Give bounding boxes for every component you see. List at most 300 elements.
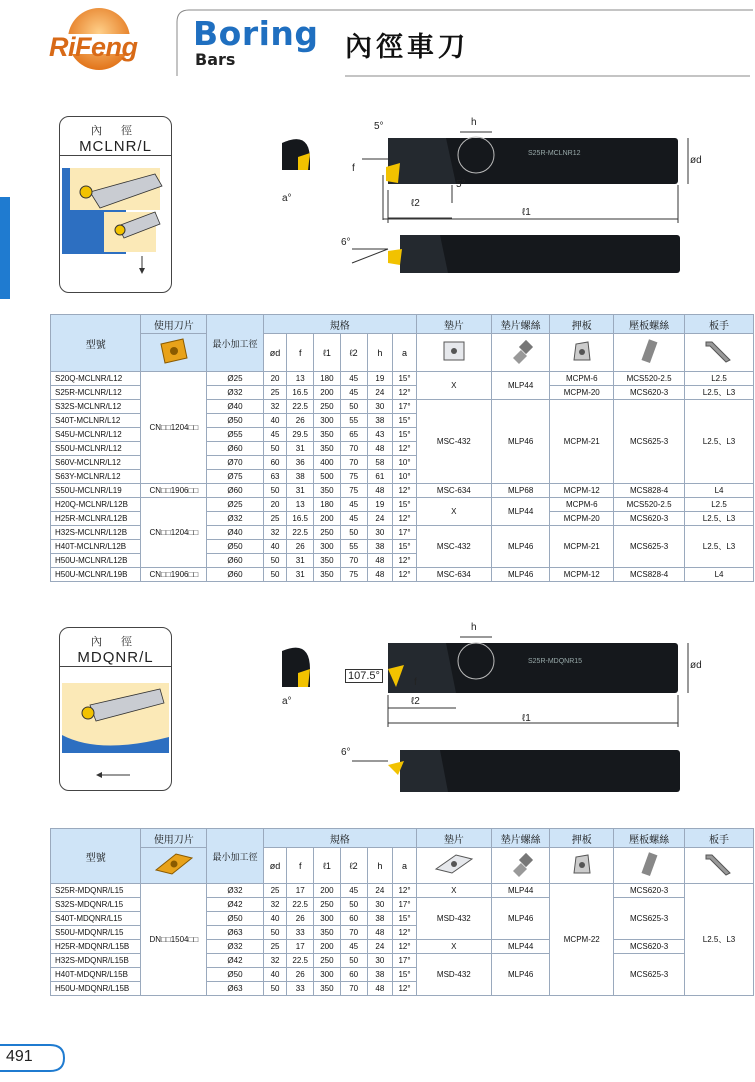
min-bore-cell: Ø42 <box>207 954 264 968</box>
col-min-bore: 最小加工徑 <box>207 315 264 372</box>
model-cell: H25R-MDQNR/L15B <box>51 940 141 954</box>
page-number: 491 <box>6 1048 33 1065</box>
shim-screw-cell: MLP46 <box>491 898 550 940</box>
col-shim-screw: 墊片螺絲 <box>491 829 550 848</box>
spec-cell: 17° <box>393 400 417 414</box>
spec-cell: 19 <box>367 498 393 512</box>
wrench-cell: L2.5、L3 <box>685 386 754 400</box>
clamp-screw-cell: MCS620-3 <box>614 940 685 954</box>
model-cell: S45U-MCLNR/L12 <box>51 428 141 442</box>
clamp-cell: MCPM-20 <box>550 386 614 400</box>
spec-cell: 48 <box>367 982 393 996</box>
spec-cell: 40 <box>263 968 287 982</box>
spec-cell: 180 <box>314 372 341 386</box>
spec-cell: 15° <box>393 540 417 554</box>
min-bore-cell: Ø63 <box>207 926 264 940</box>
spec-cell: 12° <box>393 884 417 898</box>
spec-cell: 45 <box>263 428 287 442</box>
spec-cell: 180 <box>314 498 341 512</box>
spec-cell: 24 <box>367 386 393 400</box>
page-title: Boring <box>193 14 319 53</box>
boring-operation-diagram <box>60 164 171 292</box>
dim-h: h <box>471 622 477 633</box>
spec-cell: 350 <box>314 568 341 582</box>
insert-cell: CN□□1906□□ <box>141 484 207 498</box>
spec-cell: 50 <box>263 554 287 568</box>
clamp-icon <box>568 338 596 364</box>
spec-cell: 38 <box>367 414 393 428</box>
spec-cell: 350 <box>314 926 341 940</box>
spec-cell: 32 <box>263 954 287 968</box>
table-row <box>51 884 754 898</box>
spec-cell: 50 <box>340 954 367 968</box>
model-cell: H40T-MDQNR/L15B <box>51 968 141 982</box>
clamp-cell: MCPM-6 <box>550 498 614 512</box>
spec-cell: 31 <box>287 442 314 456</box>
spec-cell: 38 <box>367 912 393 926</box>
clamp-cell: MCPM-6 <box>550 372 614 386</box>
spec-cell: 350 <box>314 554 341 568</box>
min-bore-cell: Ø60 <box>207 484 264 498</box>
spec-cell: 25 <box>263 884 287 898</box>
spec-cell: 29.5 <box>287 428 314 442</box>
spec-cell: 200 <box>314 512 341 526</box>
clamp-image <box>550 848 614 884</box>
clamp-screw-cell: MCS625-3 <box>614 400 685 484</box>
clamp-cell: MCPM-22 <box>550 884 614 996</box>
insert-image <box>141 334 207 372</box>
min-bore-cell: Ø25 <box>207 498 264 512</box>
spec-cell: 26 <box>287 414 314 428</box>
spec-cell: 25 <box>263 940 287 954</box>
boring-operation-diagram <box>60 675 171 791</box>
spec-cell: 60 <box>340 912 367 926</box>
col-shim: 墊片 <box>416 315 491 334</box>
col-h: h <box>367 848 393 884</box>
type-label-box-mclnr <box>59 116 172 293</box>
spec-cell: 75 <box>340 568 367 582</box>
dim-a: a° <box>282 193 292 204</box>
spec-cell: 45 <box>340 884 367 898</box>
model-cell: H50U-MCLNR/L19B <box>51 568 141 582</box>
shim-cell: MSC-432 <box>416 400 491 484</box>
shim-image <box>416 334 491 372</box>
spec-cell: 55 <box>340 540 367 554</box>
spec-cell: 12° <box>393 442 417 456</box>
model-cell: S32S-MDQNR/L15 <box>51 898 141 912</box>
dim-od: ød <box>690 660 702 671</box>
spec-cell: 50 <box>340 400 367 414</box>
spec-cell: 17 <box>287 884 314 898</box>
spec-cell: 32 <box>263 898 287 912</box>
mclnr-tool-drawing <box>270 115 710 285</box>
shim-image <box>416 848 491 884</box>
spec-cell: 31 <box>287 568 314 582</box>
clamp-screw-image <box>614 334 685 372</box>
table-row <box>51 498 754 512</box>
model-cell: S32S-MCLNR/L12 <box>51 400 141 414</box>
shim-screw-image <box>491 334 550 372</box>
spec-cell: 500 <box>314 470 341 484</box>
model-cell: S25R-MCLNR/L12 <box>51 386 141 400</box>
spec-cell: 40 <box>263 414 287 428</box>
shim-screw-cell: MLP46 <box>491 568 550 582</box>
col-l2: ℓ2 <box>340 848 367 884</box>
page-subtitle: Bars <box>195 50 236 69</box>
spec-cell: 200 <box>314 884 341 898</box>
spec-cell: 22.5 <box>287 898 314 912</box>
shim-cell: MSD-432 <box>416 954 491 996</box>
spec-cell: 250 <box>314 954 341 968</box>
clamp-screw-cell: MCS520-2.5 <box>614 498 685 512</box>
spec-cell: 200 <box>314 386 341 400</box>
col-a: a <box>393 334 417 372</box>
clamp-screw-image <box>614 848 685 884</box>
spec-cell: 26 <box>287 540 314 554</box>
clamp-screw-cell: MCS828-4 <box>614 568 685 582</box>
hex-key-icon <box>702 851 736 877</box>
col-insert: 使用刀片 <box>141 315 207 334</box>
col-h: h <box>367 334 393 372</box>
spec-cell: 17° <box>393 898 417 912</box>
screw-icon <box>507 851 535 877</box>
col-shim-screw: 墊片螺絲 <box>491 315 550 334</box>
spec-cell: 15° <box>393 372 417 386</box>
min-bore-cell: Ø63 <box>207 982 264 996</box>
spec-cell: 12° <box>393 940 417 954</box>
insert-image <box>141 848 207 884</box>
spec-cell: 50 <box>263 568 287 582</box>
dim-l2: ℓ2 <box>411 696 420 707</box>
col-a: a <box>393 848 417 884</box>
spec-cell: 38 <box>367 540 393 554</box>
brand-logo <box>47 6 157 72</box>
dim-a: a° <box>282 696 292 707</box>
hex-key-icon <box>702 338 736 364</box>
spec-cell: 20 <box>263 372 287 386</box>
spec-cell: 12° <box>393 926 417 940</box>
spec-cell: 30 <box>367 898 393 912</box>
spec-cell: 33 <box>287 926 314 940</box>
clamp-screw-cell: MCS828-4 <box>614 484 685 498</box>
spec-cell: 48 <box>367 484 393 498</box>
spec-cell: 10° <box>393 470 417 484</box>
dim-l1: ℓ1 <box>522 207 531 218</box>
min-bore-cell: Ø40 <box>207 400 264 414</box>
bar-marking: S25R-MCLNR12 <box>528 150 581 157</box>
spec-cell: 48 <box>367 442 393 456</box>
dim-f: f <box>414 677 417 688</box>
spec-cell: 60 <box>263 456 287 470</box>
mdqnr-spec-table <box>50 828 754 996</box>
mdqnr-table-body <box>51 884 754 996</box>
spec-cell: 15° <box>393 912 417 926</box>
min-bore-cell: Ø60 <box>207 442 264 456</box>
col-l1: ℓ1 <box>314 334 341 372</box>
spec-cell: 31 <box>287 484 314 498</box>
logo-text: RiFeng <box>49 32 138 62</box>
col-od: ød <box>263 848 287 884</box>
spec-cell: 13 <box>287 498 314 512</box>
spec-cell: 19 <box>367 372 393 386</box>
spec-cell: 13 <box>287 372 314 386</box>
shim-screw-cell: MLP44 <box>491 884 550 898</box>
spec-cell: 300 <box>314 968 341 982</box>
wrench-cell: L2.5、L3 <box>685 884 754 996</box>
shim-cell: X <box>416 940 491 954</box>
min-bore-cell: Ø55 <box>207 428 264 442</box>
shim-cell: MSD-432 <box>416 898 491 940</box>
min-bore-cell: Ø32 <box>207 884 264 898</box>
spec-cell: 12° <box>393 982 417 996</box>
spec-cell: 12° <box>393 386 417 400</box>
spec-cell: 50 <box>340 526 367 540</box>
spec-cell: 70 <box>340 554 367 568</box>
shim-screw-cell: MLP44 <box>491 940 550 954</box>
insert-cell: CN□□1204□□ <box>141 372 207 484</box>
spec-cell: 32 <box>263 400 287 414</box>
screw-icon <box>635 851 663 877</box>
spec-cell: 25 <box>263 512 287 526</box>
clamp-screw-cell: MCS520-2.5 <box>614 372 685 386</box>
label-top-text: 內 徑 <box>90 125 141 137</box>
model-cell: S63Y-MCLNR/L12 <box>51 470 141 484</box>
model-cell: S50U-MCLNR/L19 <box>51 484 141 498</box>
spec-cell: 45 <box>340 498 367 512</box>
shim-screw-cell: MLP46 <box>491 400 550 484</box>
spec-cell: 17 <box>287 940 314 954</box>
model-cell: H32S-MDQNR/L15B <box>51 954 141 968</box>
clamp-image <box>550 334 614 372</box>
col-wrench: 板手 <box>685 315 754 334</box>
spec-cell: 45 <box>340 372 367 386</box>
shim-screw-image <box>491 848 550 884</box>
spec-cell: 50 <box>263 982 287 996</box>
col-spec: 規格 <box>263 315 416 334</box>
side-tab <box>0 197 10 299</box>
model-cell: H50U-MCLNR/L12B <box>51 554 141 568</box>
clamp-screw-cell: MCS620-3 <box>614 386 685 400</box>
spec-cell: 65 <box>340 428 367 442</box>
dim-angle-top: 5° <box>374 121 384 132</box>
col-l2: ℓ2 <box>340 334 367 372</box>
spec-cell: 350 <box>314 428 341 442</box>
insert-cell: CN□□1906□□ <box>141 568 207 582</box>
shim-screw-cell: MLP68 <box>491 484 550 498</box>
min-bore-cell: Ø32 <box>207 512 264 526</box>
label-top-text: 內 徑 <box>90 636 141 648</box>
clamp-icon <box>568 851 596 877</box>
spec-cell: 300 <box>314 912 341 926</box>
insert-cell: CN□□1204□□ <box>141 498 207 568</box>
min-bore-cell: Ø50 <box>207 912 264 926</box>
wrench-cell: L4 <box>685 568 754 582</box>
shim-cell: MSC-634 <box>416 568 491 582</box>
model-cell: S50U-MCLNR/L12 <box>51 442 141 456</box>
wrench-cell: L4 <box>685 484 754 498</box>
table-row <box>51 484 754 498</box>
spec-cell: 70 <box>340 926 367 940</box>
page-title-cn: 內徑車刀 <box>345 32 469 63</box>
spec-cell: 17° <box>393 526 417 540</box>
wrench-cell: L2.5 <box>685 498 754 512</box>
spec-cell: 15° <box>393 428 417 442</box>
spec-cell: 24 <box>367 884 393 898</box>
mclnr-spec-table <box>50 314 754 582</box>
spec-cell: 75 <box>340 484 367 498</box>
min-bore-cell: Ø60 <box>207 568 264 582</box>
dim-angle-bottom: 5° <box>456 179 466 190</box>
col-model: 型號 <box>51 315 141 372</box>
spec-cell: 12° <box>393 512 417 526</box>
shim-cell: MSC-634 <box>416 484 491 498</box>
spec-cell: 75 <box>340 470 367 484</box>
col-min-bore: 最小加工徑 <box>207 829 264 884</box>
spec-cell: 38 <box>367 968 393 982</box>
spec-cell: 58 <box>367 456 393 470</box>
model-cell: H32S-MCLNR/L12B <box>51 526 141 540</box>
min-bore-cell: Ø32 <box>207 940 264 954</box>
model-cell: S40T-MDQNR/L15 <box>51 912 141 926</box>
shim-screw-cell: MLP44 <box>491 372 550 400</box>
clamp-cell: MCPM-21 <box>550 400 614 484</box>
col-clamp-screw: 壓板螺絲 <box>614 315 685 334</box>
insert-cell: DN□□1504□□ <box>141 884 207 996</box>
col-spec: 規格 <box>263 829 416 848</box>
spec-cell: 24 <box>367 940 393 954</box>
spec-cell: 300 <box>314 414 341 428</box>
spec-cell: 48 <box>367 568 393 582</box>
shim-screw-cell: MLP44 <box>491 498 550 526</box>
spec-cell: 22.5 <box>287 954 314 968</box>
col-clamp: 押板 <box>550 829 614 848</box>
spec-cell: 15° <box>393 498 417 512</box>
model-cell: H20Q-MCLNR/L12B <box>51 498 141 512</box>
screw-icon <box>507 338 535 364</box>
clamp-cell: MCPM-20 <box>550 512 614 526</box>
col-l1: ℓ1 <box>314 848 341 884</box>
dim-f: f <box>352 163 355 174</box>
spec-cell: 350 <box>314 442 341 456</box>
spec-cell: 200 <box>314 940 341 954</box>
header-rule <box>175 8 755 78</box>
wrench-image <box>685 848 754 884</box>
diamond-insert-icon <box>154 850 194 878</box>
type-label-box-mdqnr <box>59 627 172 791</box>
min-bore-cell: Ø75 <box>207 470 264 484</box>
spec-cell: 33 <box>287 982 314 996</box>
col-model: 型號 <box>51 829 141 884</box>
spec-cell: 24 <box>367 512 393 526</box>
spec-cell: 40 <box>263 912 287 926</box>
spec-cell: 12° <box>393 568 417 582</box>
col-clamp-screw: 壓板螺絲 <box>614 829 685 848</box>
spec-cell: 250 <box>314 400 341 414</box>
spec-cell: 70 <box>340 982 367 996</box>
clamp-cell: MCPM-12 <box>550 568 614 582</box>
spec-cell: 22.5 <box>287 400 314 414</box>
col-insert: 使用刀片 <box>141 829 207 848</box>
spec-cell: 25 <box>263 386 287 400</box>
table-row <box>51 372 754 386</box>
spec-cell: 45 <box>340 940 367 954</box>
spec-cell: 50 <box>263 926 287 940</box>
model-cell: H40T-MCLNR/L12B <box>51 540 141 554</box>
clamp-cell: MCPM-21 <box>550 526 614 568</box>
spec-cell: 10° <box>393 456 417 470</box>
min-bore-cell: Ø40 <box>207 526 264 540</box>
dim-angle-side: 6° <box>341 237 351 248</box>
col-wrench: 板手 <box>685 829 754 848</box>
rhombic-insert-icon <box>157 336 191 366</box>
col-od: ød <box>263 334 287 372</box>
label-code-text: MDQNR/L <box>60 649 171 667</box>
spec-cell: 50 <box>263 442 287 456</box>
model-cell: S60V-MCLNR/L12 <box>51 456 141 470</box>
mdqnr-tool-drawing <box>270 625 710 805</box>
shim-cell: MSC-432 <box>416 526 491 568</box>
spec-cell: 30 <box>367 400 393 414</box>
min-bore-cell: Ø25 <box>207 372 264 386</box>
spec-cell: 30 <box>367 526 393 540</box>
spec-cell: 43 <box>367 428 393 442</box>
col-clamp: 押板 <box>550 315 614 334</box>
shim-screw-cell: MLP46 <box>491 954 550 996</box>
col-f: f <box>287 848 314 884</box>
model-cell: H25R-MCLNR/L12B <box>51 512 141 526</box>
spec-cell: 40 <box>263 540 287 554</box>
spec-cell: 17° <box>393 954 417 968</box>
model-cell: S50U-MDQNR/L15 <box>51 926 141 940</box>
min-bore-cell: Ø50 <box>207 540 264 554</box>
col-shim: 墊片 <box>416 829 491 848</box>
clamp-screw-cell: MCS620-3 <box>614 884 685 898</box>
spec-cell: 70 <box>340 456 367 470</box>
screw-icon <box>635 338 663 364</box>
model-cell: S25R-MDQNR/L15 <box>51 884 141 898</box>
spec-cell: 16.5 <box>287 512 314 526</box>
spec-cell: 300 <box>314 540 341 554</box>
spec-cell: 48 <box>367 554 393 568</box>
dim-l2: ℓ2 <box>411 198 420 209</box>
dim-od: ød <box>690 155 702 166</box>
spec-cell: 20 <box>263 498 287 512</box>
spec-cell: 70 <box>340 442 367 456</box>
dim-h: h <box>471 117 477 128</box>
min-bore-cell: Ø50 <box>207 968 264 982</box>
wrench-cell: L2.5、L3 <box>685 400 754 484</box>
shim-screw-cell: MLP46 <box>491 526 550 568</box>
clamp-screw-cell: MCS620-3 <box>614 512 685 526</box>
spec-cell: 22.5 <box>287 526 314 540</box>
shim-cell: X <box>416 372 491 400</box>
mclnr-table-body <box>51 372 754 582</box>
spec-cell: 16.5 <box>287 386 314 400</box>
min-bore-cell: Ø42 <box>207 898 264 912</box>
wrench-image <box>685 334 754 372</box>
wrench-cell: L2.5、L3 <box>685 526 754 568</box>
spec-cell: 250 <box>314 526 341 540</box>
spec-cell: 350 <box>314 484 341 498</box>
spec-cell: 48 <box>367 926 393 940</box>
spec-cell: 45 <box>340 512 367 526</box>
spec-cell: 15° <box>393 968 417 982</box>
spec-cell: 55 <box>340 414 367 428</box>
spec-cell: 63 <box>263 470 287 484</box>
spec-cell: 45 <box>340 386 367 400</box>
min-bore-cell: Ø70 <box>207 456 264 470</box>
min-bore-cell: Ø60 <box>207 554 264 568</box>
